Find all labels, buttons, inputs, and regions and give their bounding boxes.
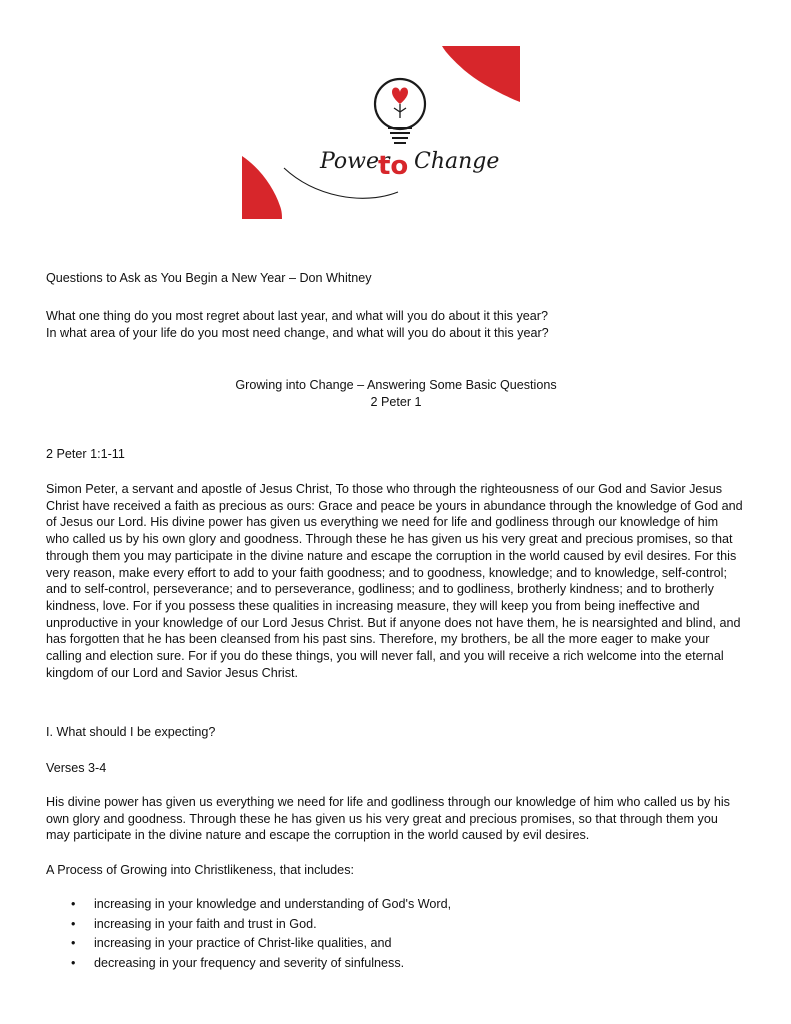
sermon-title: Growing into Change – Answering Some Basic Questions — [235, 378, 557, 392]
list-item-text: increasing in your knowledge and understanding of God's Word, — [94, 897, 452, 911]
list-item-text: increasing in your practice of Christ-like qualities, and — [94, 936, 392, 951]
bullet-marker: • — [71, 955, 76, 970]
list-item-text: increasing in your faith and trust in God. — [94, 916, 317, 931]
bullet-marker: • — [71, 936, 76, 951]
bullet-marker: • — [71, 916, 76, 931]
verses-label: Verses 3-4 — [46, 761, 107, 775]
logo-word-to: to — [378, 151, 409, 181]
logo-graphic — [242, 46, 520, 219]
list-item — [46, 954, 746, 974]
list-item — [46, 915, 746, 935]
verses-text: His divine power has given us everything we need for life and godliness through our knowledge of him who called us by his own glory and goodness. Through these he has given us his very great and precious promises, so that through them you may participate in the divine nature and escape the corruption in the world caused by evil desires. — [46, 795, 730, 843]
passage-text: Simon Peter, a servant and apostle of Jesus Christ, To those who through the righteousness of our God and Savior Jesus Christ have received a faith as precious as ours: Grace and peace be yours in abundance through the knowledge of God and of Jesus our Lord. His divine power has given us everything we need for life and godliness through our knowledge of him who called us by his own glory and goodness. Through these he has given us his very great and precious promises, so that through them you may participate in the divine nature and escape the corruption in the world caused by evil desires. For this very reason, make every effort to add to your faith goodness; and to goodness, knowledge; and to knowledge, self-control; and to self-control, perseverance; and to perseverance, godliness; and to godliness, brotherly kindness; and to brotherly kindness, love. For if you possess these qualities in increasing measure, they will keep you from being ineffective and unproductive in your knowledge of our Lord Jesus Christ. But if anyone does not have them, he is nearsighted and blind, and has forgotten that he has been cleansed from his past sins. Therefore, my brothers, be all the more eager to make your calling and election sure. For if you do these things, you will never fall, and you will receive a rich welcome into the eternal kingdom of our Lord and Savior Jesus Christ. — [46, 482, 743, 680]
logo-word-power: Power — [320, 149, 390, 174]
process-intro: A Process of Growing into Christlikeness, that includes: — [46, 863, 354, 877]
power-to-change-logo — [242, 46, 520, 219]
bullet-marker: • — [71, 897, 76, 911]
list-item — [46, 895, 746, 915]
process-bullet-list — [46, 895, 746, 973]
lightbulb-heart-icon — [375, 79, 425, 143]
questions-title: Questions to Ask as You Begin a New Year – Don Whitney — [46, 271, 372, 285]
sermon-subtitle: 2 Peter 1 — [370, 395, 422, 409]
logo-corner-top-right — [442, 46, 520, 102]
list-item-text: decreasing in your frequency and severity of sinfulness. — [94, 955, 405, 970]
passage-reference: 2 Peter 1:1-11 — [46, 447, 125, 461]
section-1-heading: I. What should I be expecting? — [46, 725, 216, 739]
logo-word-change: Change — [414, 149, 500, 174]
logo-corner-bottom-left — [242, 156, 282, 219]
list-item — [46, 934, 746, 954]
question-1: What one thing do you most regret about last year, and what will you do about it this year? — [46, 309, 548, 323]
question-2: In what area of your life do you most need change, and what will you do about it this year? — [46, 326, 549, 340]
